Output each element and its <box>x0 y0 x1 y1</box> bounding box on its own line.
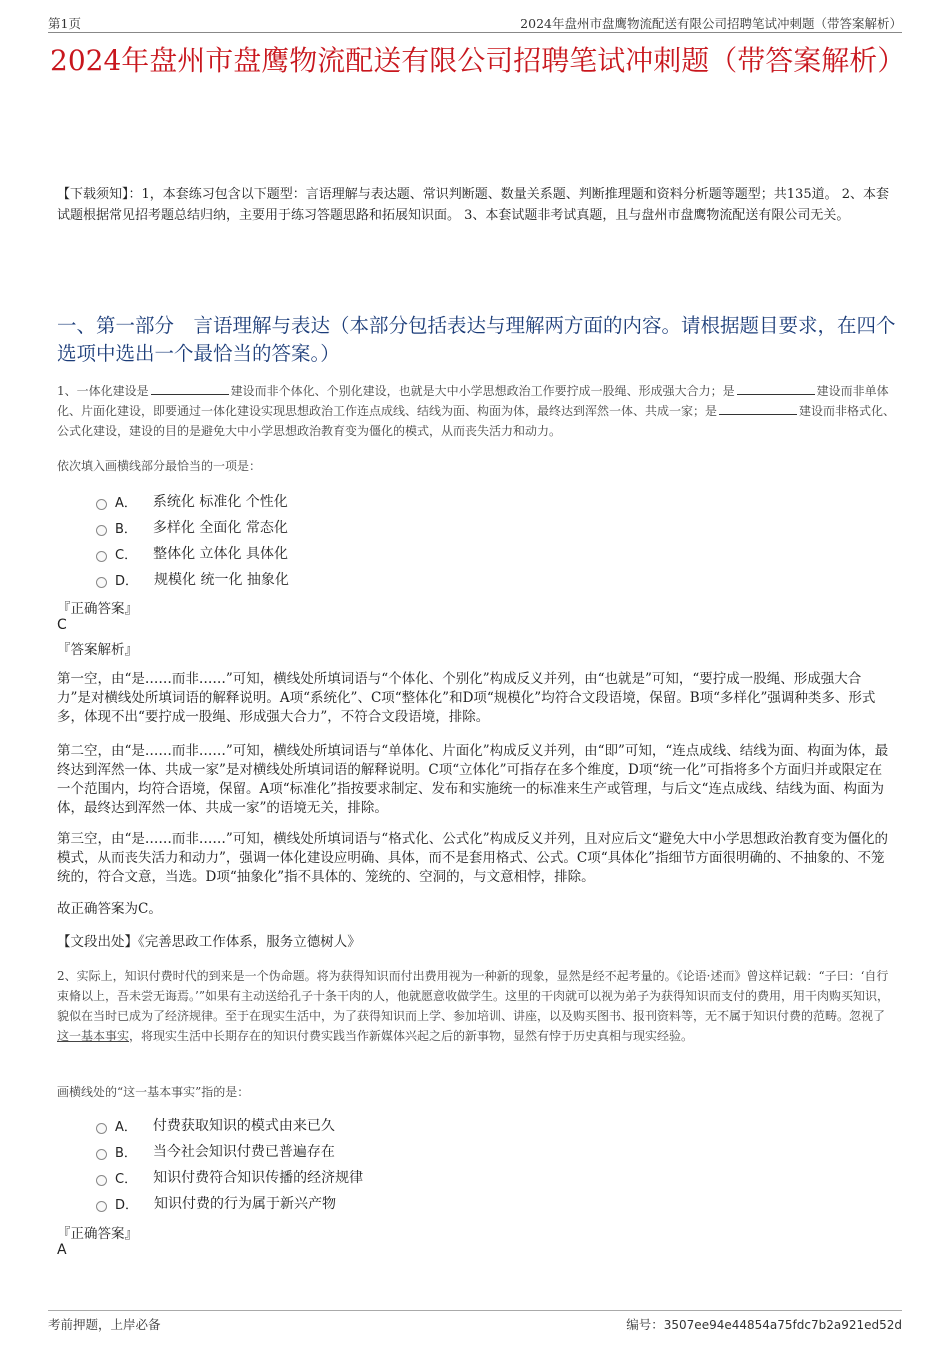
page-footer <box>48 1310 902 1331</box>
option-b[interactable]: B． 多样化 全面化 常态化 <box>96 514 289 540</box>
blank-2 <box>737 382 815 395</box>
analysis-paragraph-1: 第一空，由“是……而非……”可知，横线处所填词语与“个体化、个别化”构成反义并列，由“也就是”可知，“要拧成一股绳、形成强大合力”是对横线处所填词语的解释说明。A项“系统化”、C项“整体化”和D项“规模化”均符合文段语境，保留。B项“多样化”强调种类多、形式多，体现不出“要拧成一股绳、形成强大合力”，不符合文段语境，排除。 <box>57 671 876 725</box>
radio-button[interactable] <box>96 577 107 588</box>
answer-label: 『正确答案』 <box>57 1226 138 1242</box>
question-1-prompt: 依次填入画横线部分最恰当的一项是： <box>57 459 262 473</box>
radio-button[interactable] <box>96 1123 107 1134</box>
radio-button[interactable] <box>96 1175 107 1186</box>
option-c[interactable]: C． 整体化 立体化 具体化 <box>96 540 289 566</box>
footer-code: 编号：3507ee94e44854a75fdc7b2a921ed52d <box>626 1317 902 1332</box>
correct-answer: C <box>57 617 67 633</box>
section-title: 一、第一部分 言语理解与表达（本部分包括表达与理解两方面的内容。请根据题目要求，在四个选项中选出一个最恰当的答案。） <box>57 314 896 365</box>
page-number: 第1页 <box>48 16 81 31</box>
question-1-options <box>96 488 289 592</box>
option-b[interactable]: B． 当今社会知识付费已普遍存在 <box>96 1138 363 1164</box>
option-c[interactable]: C． 知识付费符合知识传播的经济规律 <box>96 1164 363 1190</box>
radio-button[interactable] <box>96 1201 107 1212</box>
underlined-phrase: 这一基本事实 <box>57 1029 130 1043</box>
radio-button[interactable] <box>96 525 107 536</box>
option-d[interactable]: D． 规模化 统一化 抽象化 <box>96 566 289 592</box>
analysis-conclusion: 故正确答案为C。 <box>57 901 162 917</box>
blank-3 <box>719 402 797 415</box>
option-d[interactable]: D． 知识付费的行为属于新兴产物 <box>96 1190 363 1216</box>
radio-button[interactable] <box>96 499 107 510</box>
blank-1 <box>151 382 229 395</box>
answer-label: 『正确答案』 <box>57 601 138 617</box>
radio-button[interactable] <box>96 551 107 562</box>
header-doc-title: 2024年盘州市盘鹰物流配送有限公司招聘笔试冲刺题（带答案解析） <box>520 16 902 31</box>
option-a[interactable]: A． 系统化 标准化 个性化 <box>96 488 289 514</box>
radio-button[interactable] <box>96 1149 107 1160</box>
correct-answer: A <box>57 1242 67 1258</box>
question-2-prompt: 画横线处的“这一基本事实”指的是： <box>57 1085 250 1099</box>
option-a[interactable]: A． 付费获取知识的模式由来已久 <box>96 1112 363 1138</box>
question-2-options <box>96 1112 363 1216</box>
document-title: 2024年盘州市盘鹰物流配送有限公司招聘笔试冲刺题（带答案解析） <box>50 44 906 77</box>
download-notice: 【下载须知】：1，本套练习包含以下题型：言语理解与表达题、常识判断题、数量关系题、判断推理题和资料分析题等题型；共135道。 2、本套试题根据常见招考题总结归纳，主要用于练习答题思路和拓展知识面。 3、本套试题非考试真题，且与盘州市盘鹰物流配送有限公司无关。 <box>57 187 889 223</box>
analysis-paragraph-3: 第三空，由“是……而非……”可知，横线处所填词语与“格式化、公式化”构成反义并列，且对应后文“避免大中小学思想政治教育变为僵化的模式，从而丧失活力和动力”，强调一体化建设应明确、具体，而不是套用格式、公式。C项“具体化”指细节方面很明确的、不抽象的、不笼统的，符合文意，当选。D项“抽象化”指不具体的、笼统的、空洞的，与文意相悖，排除。 <box>57 831 889 885</box>
source-citation: 【文段出处】《完善思政工作体系，服务立德树人》 <box>57 934 361 950</box>
question-2-text: 2、实际上，知识付费时代的到来是一个伪命题。将为获得知识而付出费用视为一种新的现象，显然是经不起考量的。《论语·述而》曾这样记载：“子曰：‘自行束脩以上，吾未尝无诲焉。’”如果有主动送给孔子十条干肉的人，他就愿意收做学生。这里的干肉就可以视为弟子为获得知识而支付的费用，用干肉购买知识，貌似在当时已成为了经济规律。至于在现实生活中，为了获得知识而上学、参加培训、讲座，以及购买图书、报刊资料等，无不属于知识付费的范畴。忽视了这一基本事实，将现实生活中长期存在的知识付费实践当作新媒体兴起之后的新事物，显然有悖于历史真相与现实经验。 <box>57 969 889 1043</box>
analysis-label: 『答案解析』 <box>57 642 138 658</box>
page-header <box>48 14 902 33</box>
analysis-paragraph-2: 第二空，由“是……而非……”可知，横线处所填词语与“单体化、片面化”构成反义并列，由“即”可知，“连点成线、结线为面、构面为体，最终达到浑然一体、共成一家”是对横线处所填词语的解释说明。C项“立体化”可指存在多个维度，D项“统一化”可指将多个方面归并或限定在一个范围内，均符合语境，保留。A项“标准化”指按要求制定、发布和实施统一的标准来生产或管理，与后文“连点成线、结线为面、构面为体，最终达到浑然一体、共成一家”的语境无关，排除。 <box>57 743 889 816</box>
question-1-text: 1、一体化建设是 建设而非个体化、个别化建设，也就是大中小学思想政治工作要拧成一股绳、形成强大合力；是 建设而非单体化、片面化建设，即要通过一体化建设实现思想政治工作连点成线、结线为面、构面为体，最终达到浑然一体、共成一家；是 建设而非格式化、公式化建设，建设的目的是避免大中小学思想政治教育变为僵化的模式，从而丧失活力和动力。 <box>57 384 896 438</box>
footer-slogan: 考前押题，上岸必备 <box>48 1317 161 1332</box>
